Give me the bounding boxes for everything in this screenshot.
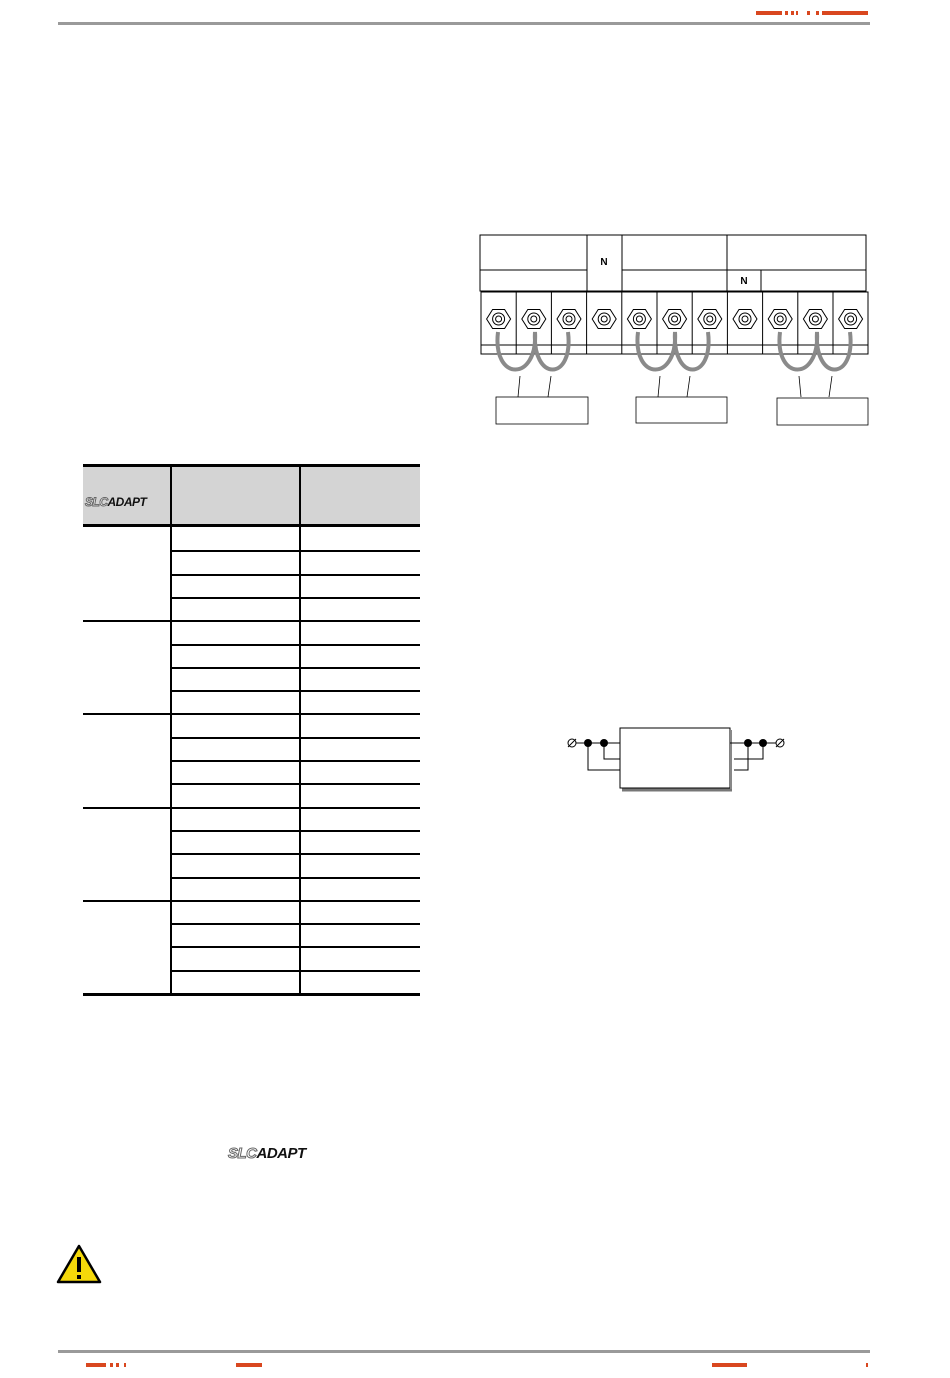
- neutral-label-1: N: [600, 257, 608, 268]
- table-row: [170, 877, 420, 879]
- terminal-screw-head: [563, 313, 575, 325]
- table-group-separator: [83, 807, 420, 809]
- terminal-screw-head: [739, 313, 751, 325]
- table-row: [170, 574, 420, 576]
- terminal-screw: [663, 310, 687, 329]
- terminal-screw: [698, 310, 722, 329]
- table-row: [170, 644, 420, 646]
- table-row: [170, 783, 420, 785]
- terminal-screw-head: [493, 313, 505, 325]
- inline-logo: SLCADAPT: [228, 1145, 306, 1162]
- terminal-screw-head: [704, 313, 716, 325]
- terminal-screw: [487, 310, 511, 329]
- table-row: [170, 690, 420, 692]
- terminal-screw: [839, 310, 863, 329]
- table-row: [170, 830, 420, 832]
- header-rule: [58, 22, 870, 25]
- single-line-diagram: [564, 726, 788, 796]
- table-row: [170, 760, 420, 762]
- terminal-screw-head: [774, 313, 786, 325]
- table-bottom-rule: [83, 993, 420, 996]
- terminal-screw: [803, 310, 827, 329]
- terminal-block-diagram: [478, 232, 872, 428]
- table-group-separator: [83, 620, 420, 622]
- table-row: [170, 667, 420, 669]
- terminal-screw-head: [528, 313, 540, 325]
- table-row: [170, 597, 420, 599]
- table-row: [170, 853, 420, 855]
- table-group-separator: [83, 713, 420, 715]
- table-group-separator: [83, 900, 420, 902]
- neutral-label-2: N: [740, 276, 748, 287]
- data-table: [83, 464, 420, 994]
- terminal-screw: [592, 310, 616, 329]
- terminal-screw: [733, 310, 757, 329]
- terminal-screw-head: [845, 313, 857, 325]
- terminal-screw-head: [633, 313, 645, 325]
- table-logo: SLCADAPT: [85, 495, 147, 509]
- terminal-screw-head: [809, 313, 821, 325]
- footer-rule: [58, 1350, 870, 1353]
- table-row: [170, 970, 420, 972]
- terminal-screw: [522, 310, 546, 329]
- table-row: [170, 737, 420, 739]
- terminal-screw: [768, 310, 792, 329]
- warning-triangle-icon: [56, 1244, 102, 1284]
- table-row: [170, 923, 420, 925]
- terminal-screw: [557, 310, 581, 329]
- terminal-screw: [627, 310, 651, 329]
- terminal-screw-head: [598, 313, 610, 325]
- terminal-screw-head: [669, 313, 681, 325]
- table-row: [170, 550, 420, 552]
- table-column-divider: [170, 464, 172, 993]
- table-row: [170, 946, 420, 948]
- table-column-divider: [299, 464, 301, 993]
